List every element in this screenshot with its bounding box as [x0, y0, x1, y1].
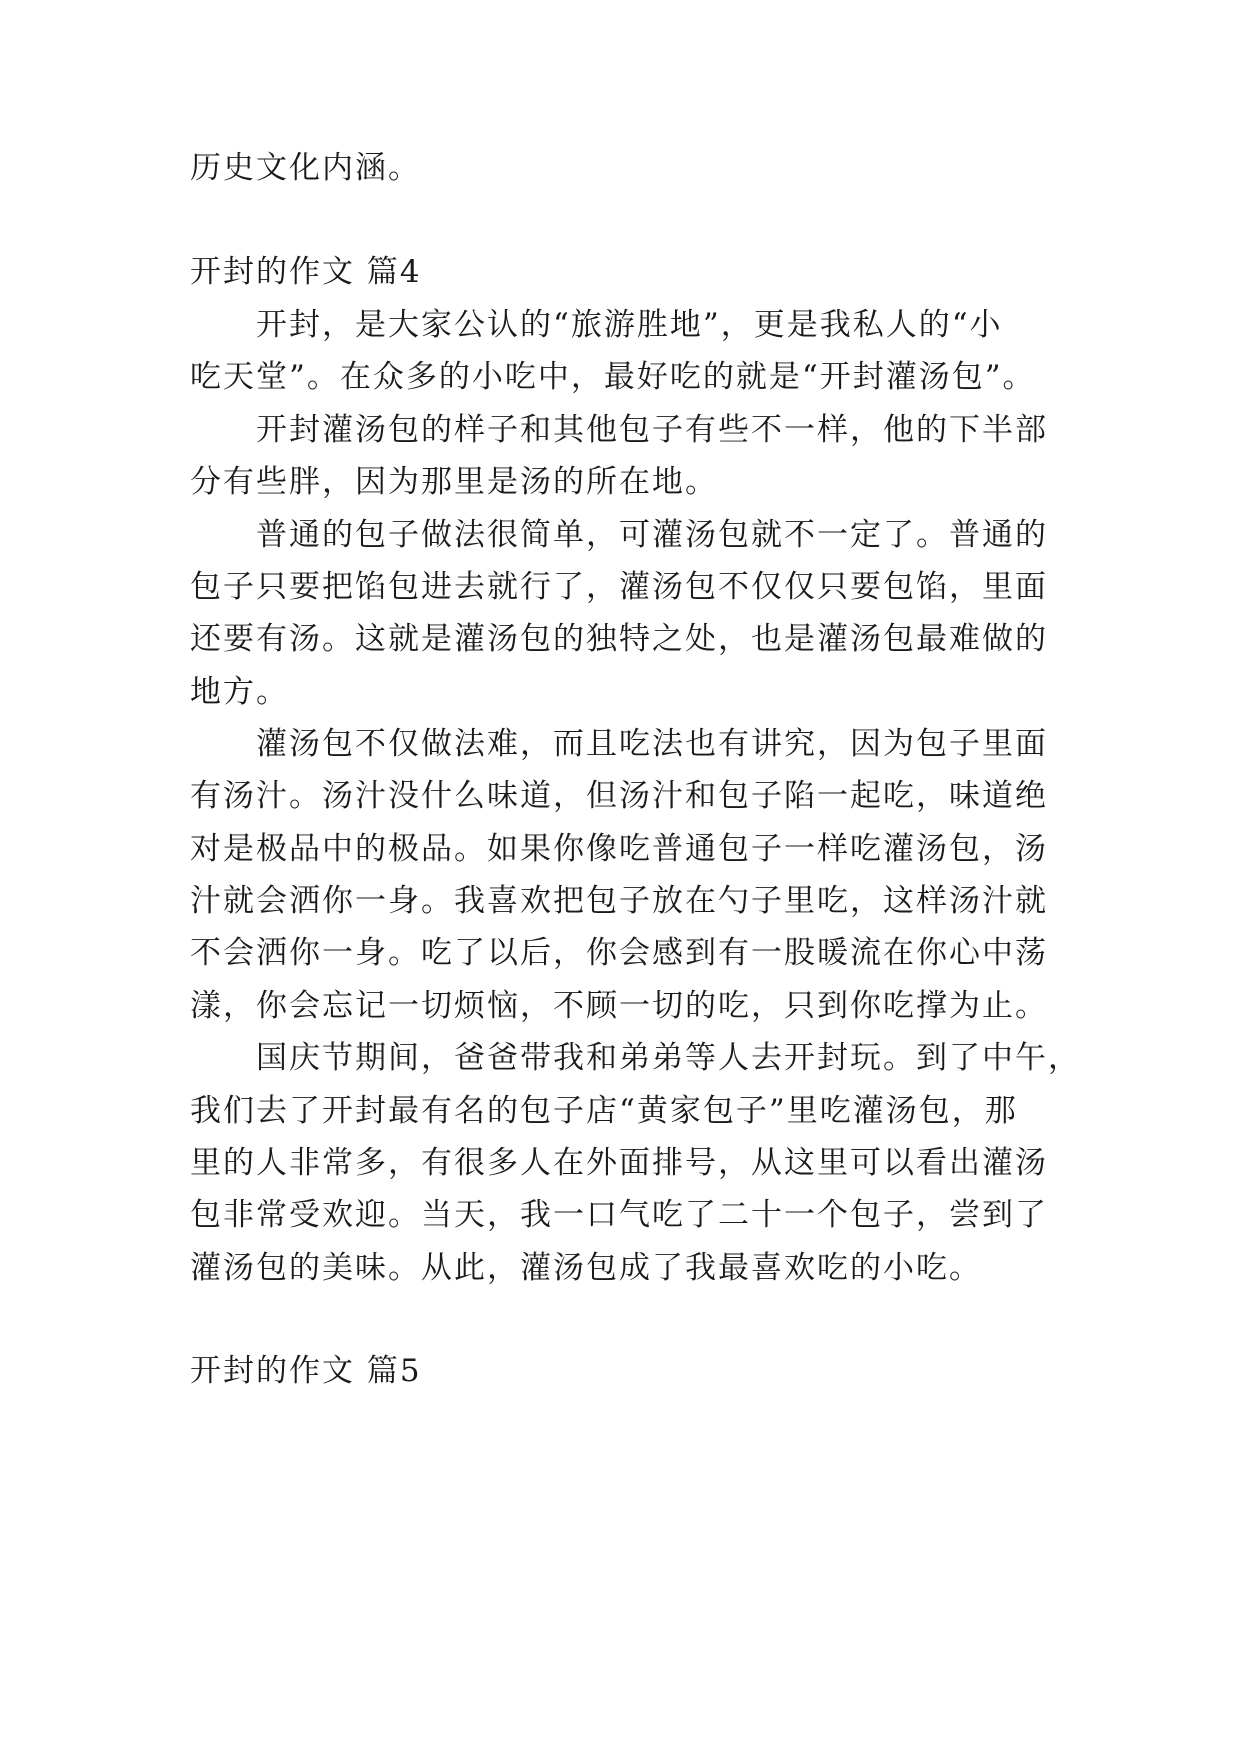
- paragraph-line: 还要有汤。这就是灌汤包的独特之处，也是灌汤包最难做的: [190, 621, 1048, 657]
- paragraph-line: 汁就会洒你一身。我喜欢把包子放在勺子里吃，这样汤汁就: [190, 883, 1048, 919]
- paragraph-line: 有汤汁。汤汁没什么味道，但汤汁和包子陷一起吃，味道绝: [190, 778, 1048, 814]
- paragraph-line: 开封灌汤包的样子和其他包子有些不一样，他的下半部: [256, 412, 1048, 448]
- paragraph-line: 包子只要把馅包进去就行了，灌汤包不仅仅只要包馅，里面: [190, 569, 1048, 605]
- paragraph-line: 分有些胖，因为那里是汤的所在地。: [190, 464, 718, 500]
- paragraph-line: 开封，是大家公认的“旅游胜地”，更是我私人的“小: [256, 307, 1003, 343]
- paragraph-line: 对是极品中的极品。如果你像吃普通包子一样吃灌汤包，汤: [190, 831, 1048, 867]
- paragraph-line: 漾，你会忘记一切烦恼，不顾一切的吃，只到你吃撑为止。: [190, 988, 1048, 1024]
- paragraph-line: 国庆节期间，爸爸带我和弟弟等人去开封玩。到了中午，: [256, 1040, 1081, 1076]
- paragraph-line: 灌汤包的美味。从此，灌汤包成了我最喜欢吃的小吃。: [190, 1250, 982, 1286]
- paragraph-line: 吃天堂”。在众多的小吃中，最好吃的就是“开封灌汤包”。: [190, 359, 1036, 395]
- paragraph-line: 地方。: [190, 674, 289, 710]
- paragraph-line: 包非常受欢迎。当天，我一口气吃了二十一个包子，尝到了: [190, 1197, 1048, 1233]
- paragraph-line: 里的人非常多，有很多人在外面排号，从这里可以看出灌汤: [190, 1145, 1048, 1181]
- paragraph-line: 我们去了开封最有名的包子店“黄家包子”里吃灌汤包，那: [190, 1093, 1018, 1129]
- section-heading: 开封的作文 篇4: [190, 254, 422, 290]
- paragraph-line: 历史文化内涵。: [190, 150, 421, 186]
- paragraph-line: 普通的包子做法很简单，可灌汤包就不一定了。普通的: [256, 517, 1048, 553]
- paragraph-line: 不会洒你一身。吃了以后，你会感到有一股暖流在你心中荡: [190, 935, 1048, 971]
- section-heading: 开封的作文 篇5: [190, 1353, 422, 1389]
- paragraph-line: 灌汤包不仅做法难，而且吃法也有讲究，因为包子里面: [256, 726, 1048, 762]
